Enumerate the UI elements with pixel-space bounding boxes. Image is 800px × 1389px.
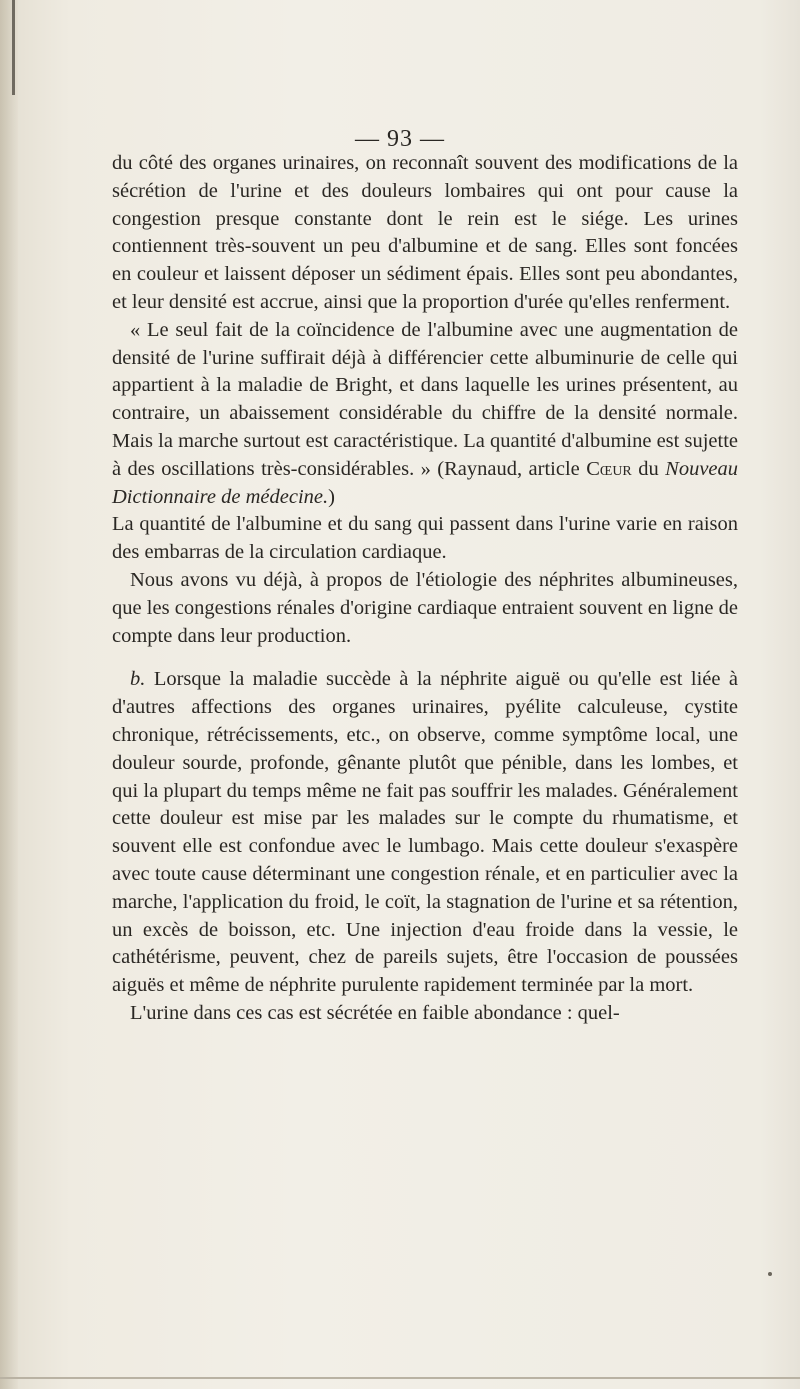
paragraph-quote (112, 317, 738, 512)
section-b-text: Lorsque la maladie succède à la néphrite aiguë ou qu'elle est liée à d'autres affections des organes urinaires, pyélite calculeuse, cystite chronique, rétrécissements, etc., on observe, comme symptôme local, une douleur sourde, profonde, gênante plutôt que pénible, dans les lombes, et qui la plupart du temps même ne fait pas souffrir les malades. Généralement cette douleur est mise par les malades sur le compte du rhumatisme, et souvent elle est confondue avec le lumbago. Mais cette douleur s'exaspère avec toute cause déterminant une congestion rénale, et en particulier avec la marche, l'application du froid, le coït, la stagnation de l'urine et sa rétention, un excès de boisson, etc. Une injection d'eau froide dans la vessie, le cathétérisme, peuvent, chez de pareils sujets, être l'occasion de poussées aiguës et même de néphrite purulente rapidement terminée par la mort. (112, 668, 738, 997)
paragraph-3: La quantité de l'albumine et du sang qui passent dans l'urine varie en raison des embarras de la circulation cardiaque. (112, 513, 738, 564)
last-line: L'urine dans ces cas est sécrétée en faible abondance : quel- (130, 1001, 620, 1024)
body-text (112, 150, 738, 1028)
page-gutter-shadow (0, 0, 18, 1389)
ink-speck (768, 1272, 772, 1276)
page-number-header: — 93 — (355, 126, 445, 152)
section-b-label: b. (130, 668, 146, 691)
citation-du: du (631, 457, 666, 480)
quote-text: « Le seul fait de la coïncidence de l'albumine avec une augmentation de densité de l'urine suffirait déjà à différencier cette albuminurie de celle qui appartient à la maladie de Bright, et dans laquelle les urines présentent, au contraire, un abaissement considérable du chiffre de la densité normale. Mais la marche surtout est caractéristique. La quantité d'albumine est sujette à des oscillations très-considérables. » (Raynaud, article (112, 318, 738, 480)
section-b (112, 666, 738, 1000)
binding-mark (12, 0, 15, 95)
citation-work: Nouveau Dictionnaire de médecine. (112, 457, 739, 508)
paragraph-1: du côté des organes urinaires, on reconnaît souvent des modifications de la sécrétion de l'urine et des douleurs lombaires qui ont pour cause la congestion presque constante dont le rein est le siége. Les urines contiennent très-souvent un peu d'albumine et de sang. Elles sont foncées en couleur et laissent déposer un sédiment épais. Elles sont peu abondantes, et leur densité est accrue, ainsi que la proportion d'urée qu'elles renferment. (112, 152, 738, 313)
citation-author: Cœur (586, 457, 632, 480)
page-bottom-edge (0, 1377, 800, 1379)
paragraph-4: Nous avons vu déjà, à propos de l'étiologie des néphrites albumineuses, que les congestions rénales d'origine cardiaque entraient souvent en ligne de compte dans leur production. (112, 568, 738, 647)
citation-close: ) (328, 485, 335, 508)
